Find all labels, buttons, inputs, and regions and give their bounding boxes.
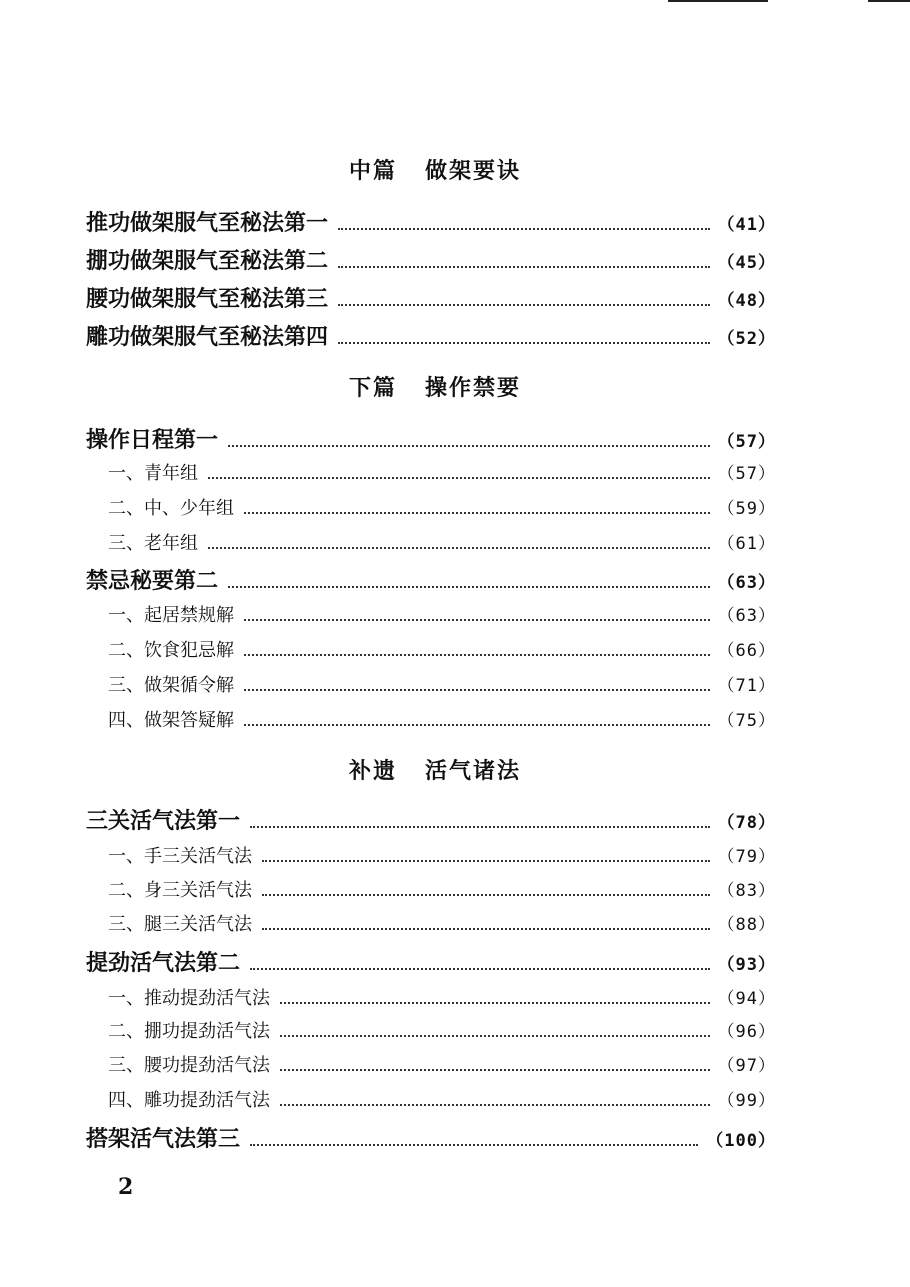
dot-leader xyxy=(244,689,710,691)
toc-entry-page: （57） xyxy=(717,432,776,452)
section-heading-lower xyxy=(0,371,870,402)
toc-entry-title: 三、老年组 xyxy=(108,533,198,554)
toc-subentry[interactable] xyxy=(108,706,776,732)
toc-entry-title: 搭架活气法第三 xyxy=(86,1126,241,1152)
toc-subentry[interactable] xyxy=(108,494,776,520)
toc-entry-page: （57） xyxy=(717,464,776,484)
toc-entry-page: （83） xyxy=(717,881,776,901)
toc-entry[interactable] xyxy=(86,564,776,595)
toc-entry-title: 四、做架答疑解 xyxy=(108,710,234,731)
dot-leader xyxy=(250,826,710,828)
toc-entry-page: （93） xyxy=(717,955,776,975)
dot-leader xyxy=(228,586,710,588)
toc-entry-page: （41） xyxy=(717,215,776,235)
toc-entry-page: （45） xyxy=(717,253,776,273)
toc-entry-title: 雕功做架服气至秘法第四 xyxy=(86,324,329,350)
section-title: 补遗 xyxy=(348,759,397,784)
dot-leader xyxy=(250,968,710,970)
toc-entry[interactable] xyxy=(86,804,776,835)
toc-entry[interactable] xyxy=(86,423,776,454)
toc-entry[interactable] xyxy=(86,244,776,275)
toc-entry-page: （52） xyxy=(717,329,776,349)
dot-leader xyxy=(244,512,710,514)
dot-leader xyxy=(262,860,710,862)
toc-subentry[interactable] xyxy=(108,910,776,936)
toc-entry-page: （63） xyxy=(717,573,776,593)
toc-entry-page: （78） xyxy=(717,813,776,833)
dot-leader xyxy=(208,477,710,479)
page-number: 2 xyxy=(118,1174,134,1200)
toc-subentry[interactable] xyxy=(108,984,776,1010)
dot-leader xyxy=(280,1069,710,1071)
dot-leader xyxy=(280,1104,710,1106)
toc-entry-page: （96） xyxy=(717,1022,776,1042)
toc-subentry[interactable] xyxy=(108,529,776,555)
toc-entry-title: 四、雕功提劲活气法 xyxy=(108,1090,270,1111)
toc-entry-title: 二、掤功提劲活气法 xyxy=(108,1021,270,1042)
toc-entry-title: 一、青年组 xyxy=(108,463,198,484)
top-rule-left xyxy=(668,0,768,2)
toc-subentry[interactable] xyxy=(108,459,776,485)
toc-entry[interactable] xyxy=(86,946,776,977)
toc-entry-page: （94） xyxy=(717,989,776,1009)
section-heading-middle xyxy=(0,154,870,185)
toc-entry-page: （71） xyxy=(717,676,776,696)
toc-entry-title: 二、身三关活气法 xyxy=(108,880,252,901)
toc-entry-page: （99） xyxy=(717,1091,776,1111)
toc-subentry[interactable] xyxy=(108,876,776,902)
toc-entry-title: 一、手三关活气法 xyxy=(108,846,252,867)
dot-leader xyxy=(280,1035,710,1037)
section-subtitle: 活气诸法 xyxy=(425,759,522,784)
toc-entry-title: 推功做架服气至秘法第一 xyxy=(86,210,329,236)
toc-subentry[interactable] xyxy=(108,671,776,697)
toc-entry-title: 三、腿三关活气法 xyxy=(108,914,252,935)
toc-entry-title: 腰功做架服气至秘法第三 xyxy=(86,286,329,312)
dot-leader xyxy=(338,228,710,230)
toc-subentry[interactable] xyxy=(108,842,776,868)
dot-leader xyxy=(228,445,710,447)
toc-entry-title: 一、推动提劲活气法 xyxy=(108,988,270,1009)
dot-leader xyxy=(262,894,710,896)
toc-entry-page: （88） xyxy=(717,915,776,935)
toc-entry-title: 三、腰功提劲活气法 xyxy=(108,1055,270,1076)
toc-entry-page: （48） xyxy=(717,291,776,311)
toc-entry-page: （61） xyxy=(717,534,776,554)
toc-entry-title: 二、中、少年组 xyxy=(108,498,234,519)
toc-subentry[interactable] xyxy=(108,601,776,627)
toc-entry-page: （63） xyxy=(717,606,776,626)
toc-entry-page: （59） xyxy=(717,499,776,519)
toc-entry[interactable] xyxy=(86,282,776,313)
toc-subentry[interactable] xyxy=(108,1017,776,1043)
dot-leader xyxy=(280,1002,710,1004)
toc-entry-title: 掤功做架服气至秘法第二 xyxy=(86,248,329,274)
toc-entry-title: 操作日程第一 xyxy=(86,427,219,453)
toc-entry-title: 三关活气法第一 xyxy=(86,808,241,834)
toc-entry[interactable] xyxy=(86,320,776,351)
toc-entry-page: （66） xyxy=(717,641,776,661)
toc-entry-page: （100） xyxy=(706,1131,776,1151)
dot-leader xyxy=(244,724,710,726)
dot-leader xyxy=(338,266,710,268)
dot-leader xyxy=(244,619,710,621)
toc-entry-page: （79） xyxy=(717,847,776,867)
toc-entry[interactable] xyxy=(86,206,776,237)
section-subtitle: 操作禁要 xyxy=(425,376,522,401)
toc-entry[interactable] xyxy=(86,1122,776,1153)
dot-leader xyxy=(244,654,710,656)
toc-subentry[interactable] xyxy=(108,1051,776,1077)
toc-entry-title: 一、起居禁规解 xyxy=(108,605,234,626)
toc-entry-title: 禁忌秘要第二 xyxy=(86,568,219,594)
section-title: 下篇 xyxy=(348,376,397,401)
toc-entry-page: （97） xyxy=(717,1056,776,1076)
top-rule-right xyxy=(868,0,910,2)
dot-leader xyxy=(208,547,710,549)
dot-leader xyxy=(338,304,710,306)
toc-entry-title: 提劲活气法第二 xyxy=(86,950,241,976)
toc-entry-title: 三、做架循令解 xyxy=(108,675,234,696)
toc-entry-title: 二、饮食犯忌解 xyxy=(108,640,234,661)
dot-leader xyxy=(250,1144,698,1146)
toc-subentry[interactable] xyxy=(108,636,776,662)
dot-leader xyxy=(262,928,710,930)
section-subtitle: 做架要诀 xyxy=(425,159,522,184)
section-title: 中篇 xyxy=(348,159,397,184)
dot-leader xyxy=(338,342,710,344)
section-heading-supplement xyxy=(0,754,870,785)
toc-entry-page: （75） xyxy=(717,711,776,731)
toc-subentry[interactable] xyxy=(108,1086,776,1112)
